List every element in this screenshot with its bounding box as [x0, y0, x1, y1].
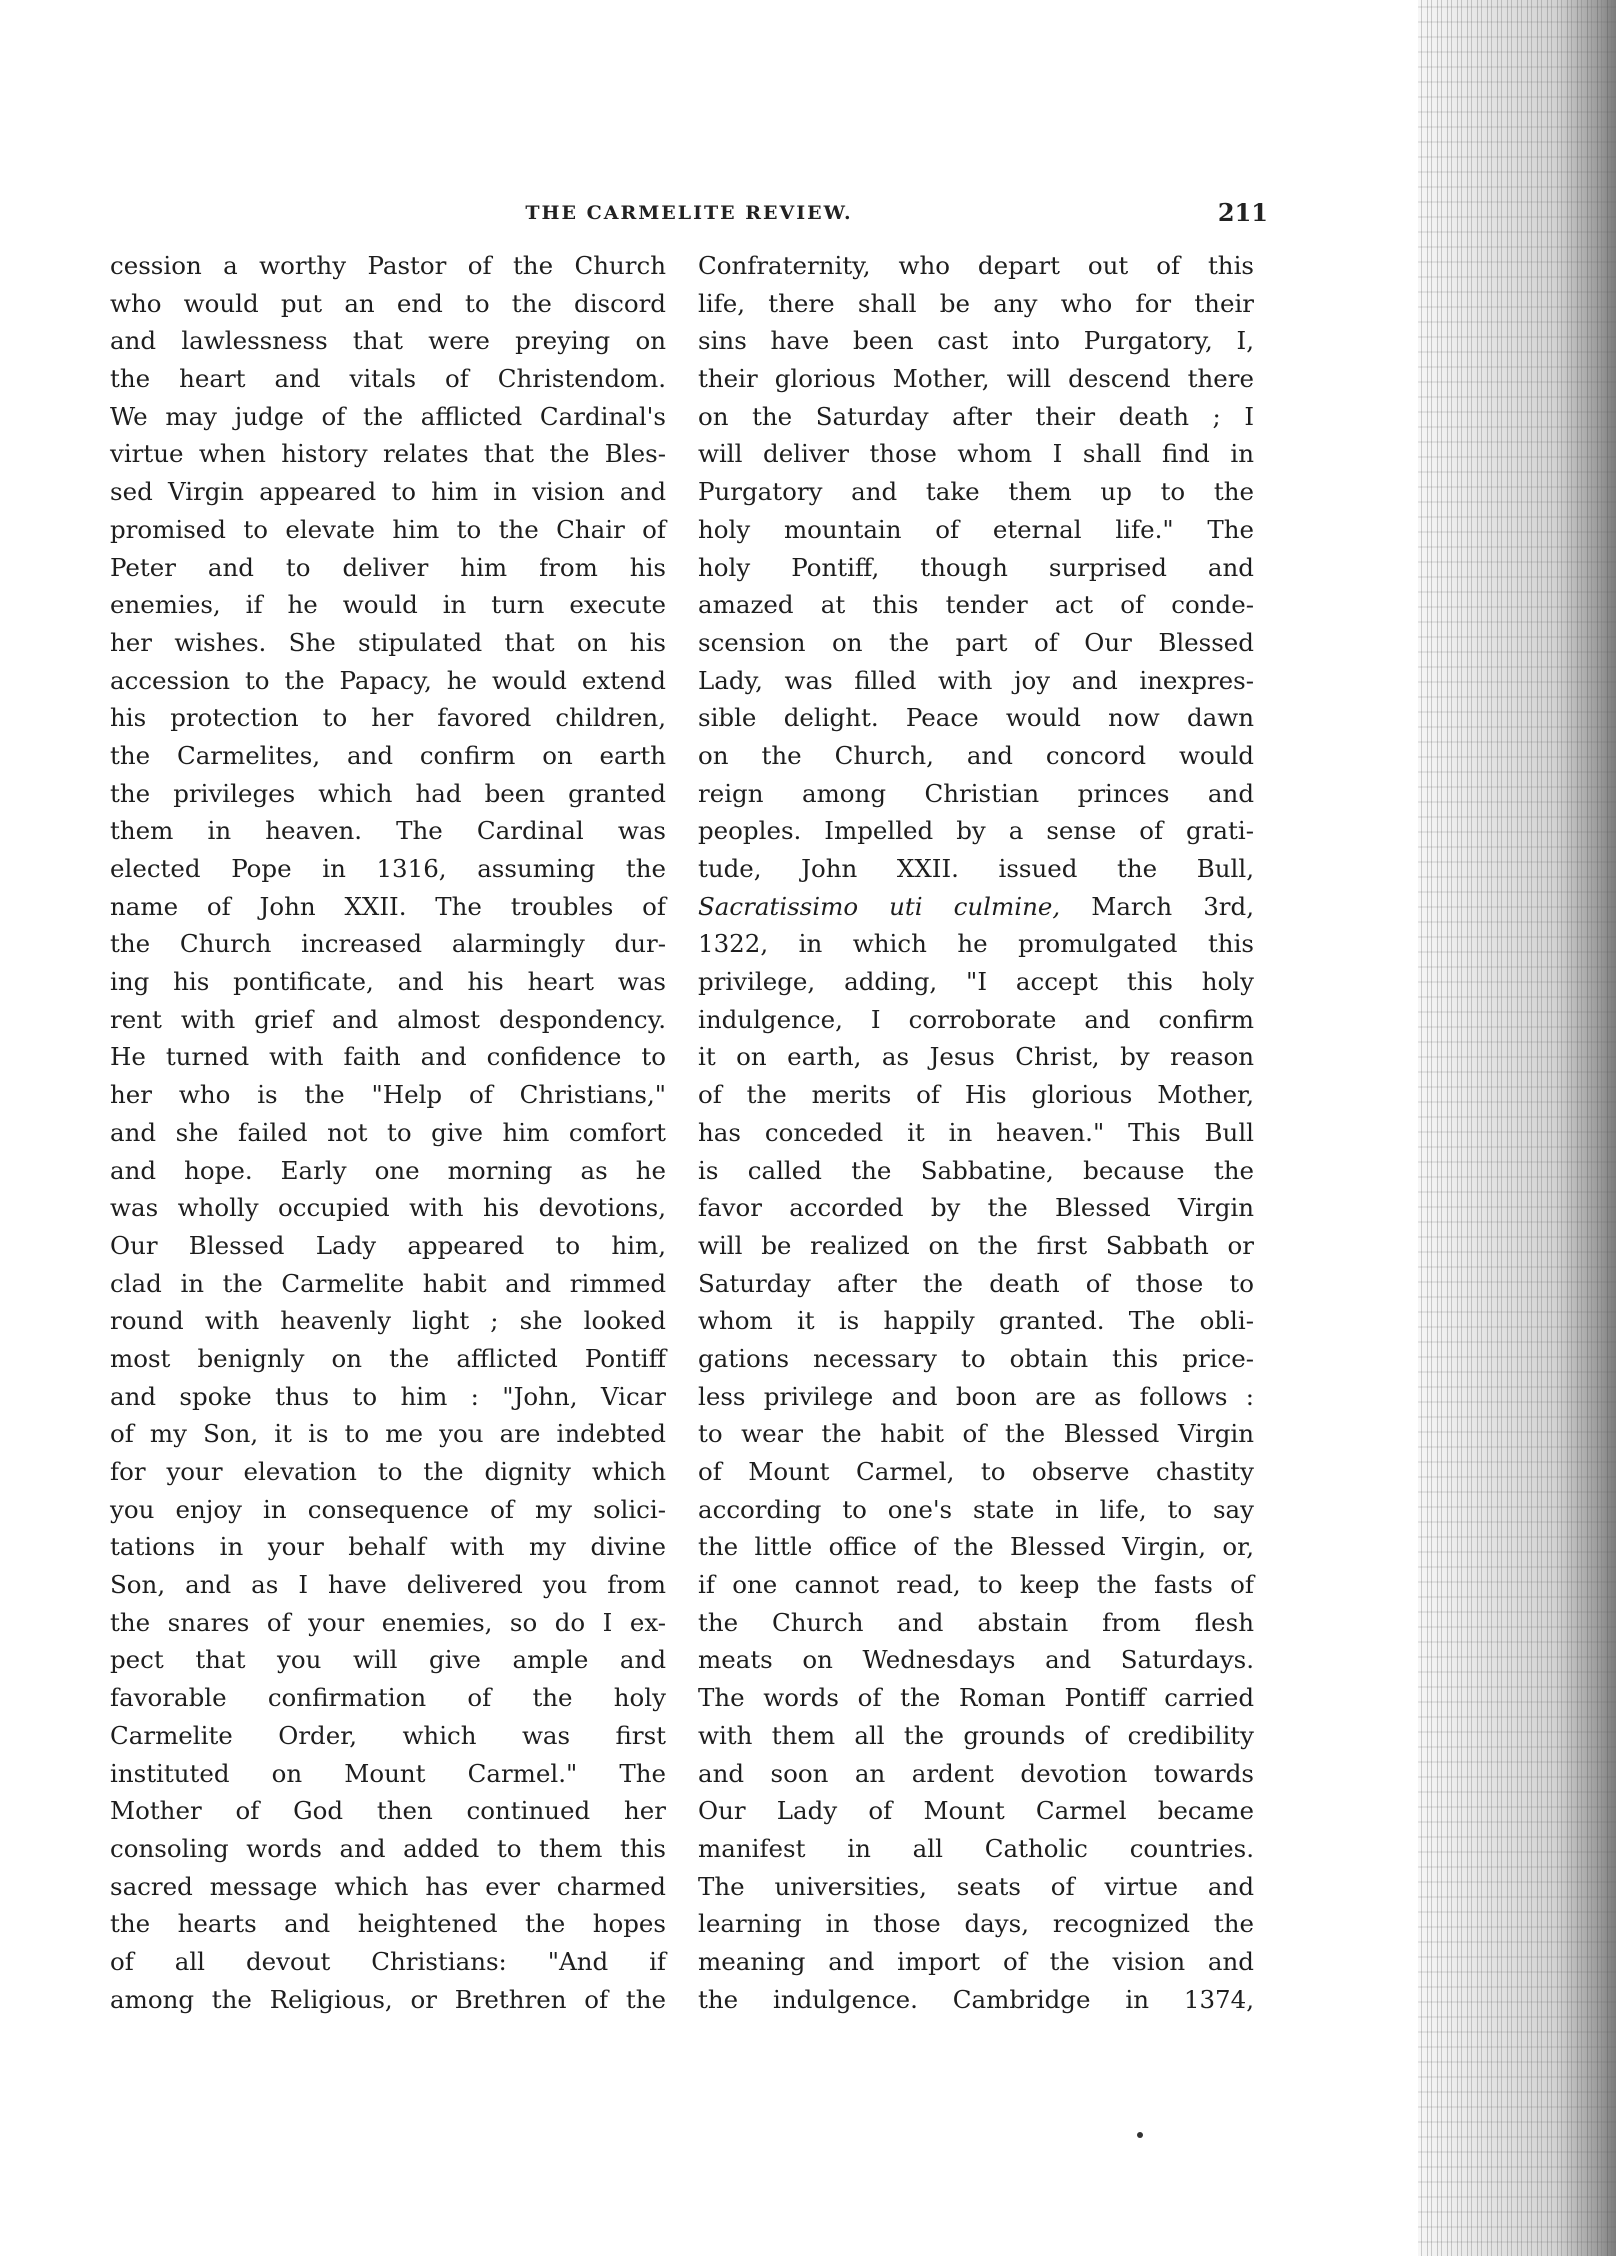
text-line: ing his pontificate, and his heart was	[110, 967, 666, 997]
text-line: was wholly occupied with his devotions,	[110, 1193, 666, 1223]
text-line: and hope. Early one morning as he	[110, 1155, 666, 1185]
text-line: Son, and as I have delivered you from	[110, 1570, 666, 1600]
text-line: name of John XXII. The troubles of	[110, 891, 666, 921]
text-line: sacred message which has ever charmed	[110, 1871, 666, 1901]
text-line: with them all the grounds of credibility	[698, 1720, 1254, 1750]
running-head: THE CARMELITE REVIEW.	[525, 202, 853, 224]
text-line: favor accorded by the Blessed Virgin	[698, 1193, 1254, 1223]
text-line: the Church increased alarmingly dur-	[110, 929, 666, 959]
text-line: sed Virgin appeared to him in vision and	[110, 477, 666, 507]
text-line: sins have been cast into Purgatory, I,	[698, 326, 1254, 356]
text-line: and spoke thus to him : "John, Vicar	[110, 1381, 666, 1411]
text-line: Our Lady of Mount Carmel became	[698, 1796, 1254, 1826]
text-line: of the merits of His glorious Mother,	[698, 1080, 1254, 1110]
text-line: and soon an ardent devotion towards	[698, 1758, 1254, 1788]
text-line: cession a worthy Pastor of the Church	[110, 251, 666, 280]
text-line: of all devout Christians: "And if	[110, 1946, 666, 1976]
text-line: indulgence, I corroborate and confirm	[698, 1004, 1254, 1034]
text-line: peoples. Impelled by a sense of grati-	[698, 816, 1254, 846]
text-line: the hearts and heightened the hopes	[110, 1909, 666, 1939]
text-line: Our Blessed Lady appeared to him,	[110, 1230, 666, 1260]
text-line: reign among Christian princes and	[698, 778, 1254, 808]
text-line: Confraternity, who depart out of this	[698, 251, 1254, 280]
text-line: holy mountain of eternal life." The	[698, 514, 1254, 544]
text-line: clad in the Carmelite habit and rimmed	[110, 1268, 666, 1298]
text-line: learning in those days, recognized the	[698, 1909, 1254, 1939]
text-line: pect that you will give ample and	[110, 1645, 666, 1675]
text-line: The words of the Roman Pontiff carried	[698, 1683, 1254, 1713]
text-line: the heart and vitals of Christendom.	[110, 364, 666, 394]
text-line: on the Church, and concord would	[698, 740, 1254, 770]
text-line: will deliver those whom I shall find in	[698, 439, 1254, 469]
text-line: Carmelite Order, which was first	[110, 1720, 666, 1750]
text-line: consoling words and added to them this	[110, 1833, 666, 1863]
text-line: He turned with faith and confidence to	[110, 1042, 666, 1072]
text-line: favorable confirmation of the holy	[110, 1683, 666, 1713]
text-line: less privilege and boon are as follows :	[698, 1381, 1254, 1411]
bull-date: March 3rd,	[1091, 891, 1254, 921]
text-line: elected Pope in 1316, assuming the	[110, 854, 666, 883]
text-line: whom it is happily granted. The obli-	[698, 1306, 1254, 1336]
text-line: on the Saturday after their death ; I	[698, 401, 1254, 431]
text-line: accession to the Papacy, he would extend	[110, 665, 666, 695]
text-line: their glorious Mother, will descend there	[698, 364, 1254, 394]
text-line: holy Pontiff, though surprised and	[698, 552, 1254, 582]
text-line: and lawlessness that were preying on	[110, 326, 666, 356]
text-line: gations necessary to obtain this price-	[698, 1343, 1254, 1373]
text-line: is called the Sabbatine, because the	[698, 1155, 1254, 1185]
text-line: enemies, if he would in turn execute	[110, 590, 666, 620]
text-line: of my Son, it is to me you are indebted	[110, 1419, 666, 1449]
text-line: you enjoy in consequence of my solici-	[110, 1494, 666, 1524]
text-line: has conceded it in heaven." This Bull	[698, 1117, 1254, 1147]
text-line: sible delight. Peace would now dawn	[698, 703, 1254, 733]
text-line: among the Religious, or Brethren of the	[110, 1984, 666, 2014]
text-line: Saturday after the death of those to	[698, 1268, 1254, 1298]
text-line: round with heavenly light ; she looked	[110, 1306, 666, 1336]
bull-title-line	[698, 888, 1254, 926]
text-line: Mother of God then continued her	[110, 1796, 666, 1826]
text-line: promised to elevate him to the Chair of	[110, 514, 666, 544]
text-line: meaning and import of the vision and	[698, 1946, 1254, 1976]
text-line: if one cannot read, to keep the fasts of	[698, 1570, 1254, 1600]
text-line: the snares of your enemies, so do I ex-	[110, 1607, 666, 1637]
page-header	[110, 198, 1268, 230]
text-line: most benignly on the afflicted Pontiff	[110, 1343, 666, 1373]
text-line: the Carmelites, and confirm on earth	[110, 740, 666, 770]
text-line: amazed at this tender act of conde-	[698, 590, 1254, 620]
text-line: tations in your behalf with my divine	[110, 1532, 666, 1562]
text-line: and she failed not to give him comfort	[110, 1117, 666, 1147]
text-line: the little office of the Blessed Virgin, or,	[698, 1532, 1254, 1562]
text-line: privilege, adding, "I accept this holy	[698, 967, 1254, 997]
text-line: who would put an end to the discord	[110, 288, 666, 318]
text-line: the Church and abstain from flesh	[698, 1607, 1254, 1637]
right-column	[698, 247, 1254, 2018]
text-line: rent with grief and almost despondency.	[110, 1004, 666, 1034]
text-line: her who is the "Help of Christians,"	[110, 1080, 666, 1110]
text-line: virtue when history relates that the Bles-	[110, 439, 666, 469]
text-line: Purgatory and take them up to the	[698, 477, 1254, 507]
text-line: 1322, in which he promulgated this	[698, 929, 1254, 959]
text-line: for your elevation to the dignity which	[110, 1457, 666, 1486]
text-line: Lady, was filled with joy and inexpres-	[698, 665, 1254, 695]
text-line: meats on Wednesdays and Saturdays.	[698, 1645, 1254, 1675]
page-number: 211	[1217, 198, 1268, 227]
text-line: life, there shall be any who for their	[698, 288, 1254, 318]
text-line: of Mount Carmel, to observe chastity	[698, 1457, 1254, 1486]
text-line: it on earth, as Jesus Christ, by reason	[698, 1042, 1254, 1072]
text-line: according to one's state in life, to say	[698, 1494, 1254, 1524]
text-line: her wishes. She stipulated that on his	[110, 627, 666, 657]
text-line: We may judge of the afflicted Cardinal's	[110, 401, 666, 431]
text-line: to wear the habit of the Blessed Virgin	[698, 1419, 1254, 1449]
left-column	[110, 247, 666, 2018]
text-line: Peter and to deliver him from his	[110, 552, 666, 582]
text-line: the indulgence. Cambridge in 1374,	[698, 1984, 1254, 2014]
text-line: scension on the part of Our Blessed	[698, 627, 1254, 657]
text-line: will be realized on the first Sabbath or	[698, 1230, 1254, 1260]
text-line: his protection to her favored children,	[110, 703, 666, 733]
print-speck	[1137, 2132, 1143, 2138]
book-page-edge	[1418, 0, 1616, 2256]
bull-title: Sacratissimo uti culmine,	[698, 891, 1061, 921]
text-line: the privileges which had been granted	[110, 778, 666, 808]
page-edge-texture	[1418, 0, 1616, 2256]
text-line: tude, John XXII. issued the Bull,	[698, 854, 1254, 883]
text-line: them in heaven. The Cardinal was	[110, 816, 666, 846]
text-line: The universities, seats of virtue and	[698, 1871, 1254, 1901]
text-line: manifest in all Catholic countries.	[698, 1833, 1254, 1863]
text-line: instituted on Mount Carmel." The	[110, 1758, 666, 1788]
